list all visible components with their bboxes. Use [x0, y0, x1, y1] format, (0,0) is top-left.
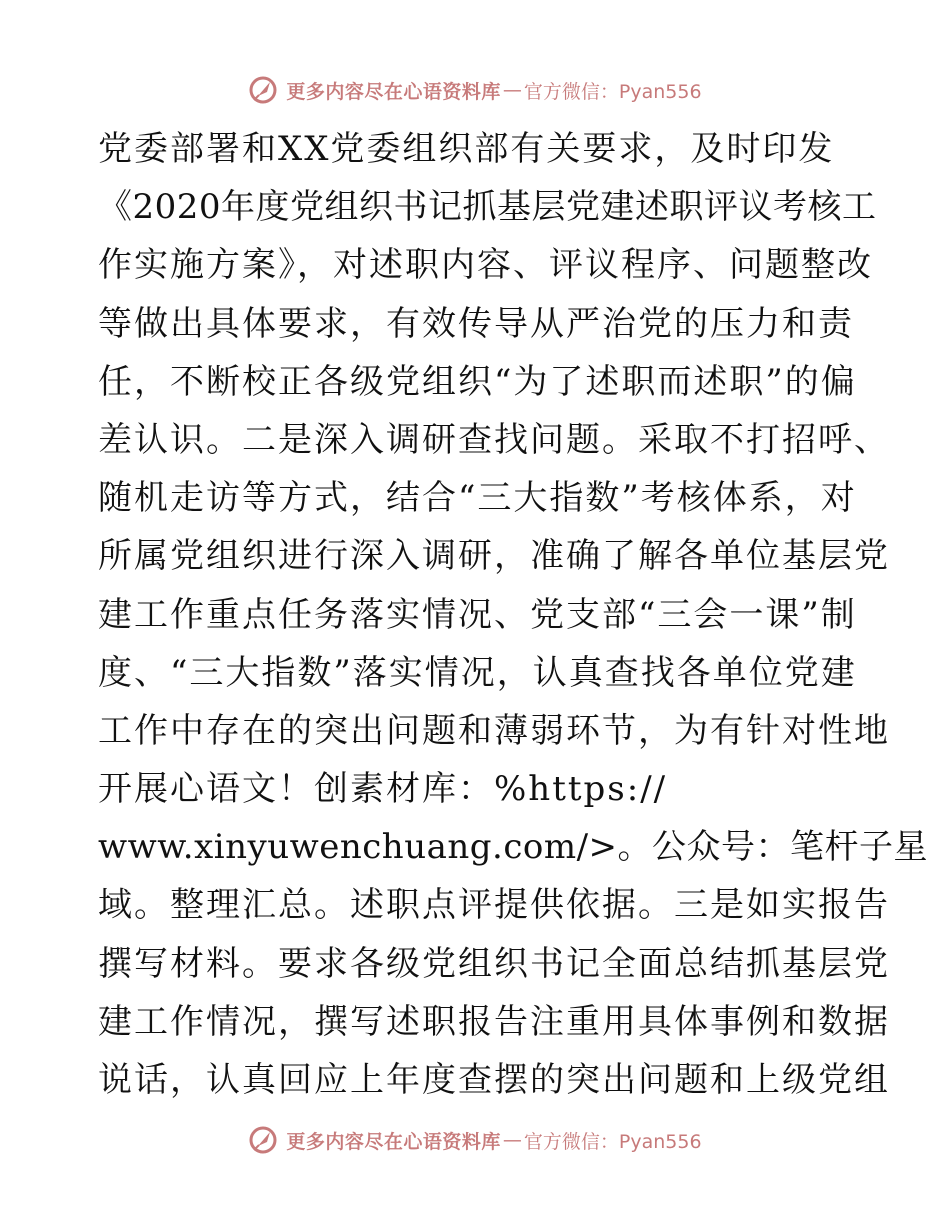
- header-separator: —: [502, 79, 522, 101]
- body-line: 说话，认真回应上年度查摆的突出问题和上级党组: [98, 1060, 890, 1100]
- body-line: 域。整理汇总。述职点评提供依据。三是如实报告: [98, 885, 890, 926]
- body-line: 所属党组织进行深入调研，准确了解各单位基层党: [98, 536, 890, 577]
- body-line: 《2020年度党组织书记抓基层党建述职评议考核工: [98, 187, 877, 228]
- header-wechat-text: 官方微信：Pyan556: [523, 80, 702, 103]
- footer-banner: [0, 1120, 950, 1160]
- footer-wechat-text: 官方微信：Pyan556: [523, 1130, 702, 1153]
- document-body: [98, 120, 929, 1109]
- footer-brand-text: 更多内容尽在心语资料库: [286, 1130, 501, 1153]
- header-banner: [0, 70, 950, 110]
- quill-circle-icon: [248, 1125, 278, 1155]
- body-line: 度、“三大指数”落实情况，认真查找各单位党建: [98, 652, 857, 693]
- quill-circle-icon: [248, 75, 278, 105]
- body-line: 工作中存在的突出问题和薄弱环节，为有针对性地: [98, 710, 890, 751]
- body-line: 建工作重点任务落实情况、党支部“三会一课”制: [98, 594, 857, 635]
- body-line: 建工作情况，撰写述职报告注重用具体事例和数据: [98, 1001, 890, 1042]
- body-line: 任，不断校正各级党组织“为了述职而述职”的偏: [98, 361, 857, 402]
- body-line: 差认识。二是深入调研查找问题。采取不打招呼、: [98, 419, 890, 460]
- body-line: 等做出具体要求，有效传导从严治党的压力和责: [98, 303, 854, 344]
- body-line: 党委部署和XX党委组织部有关要求，及时印发: [98, 129, 835, 169]
- body-line: 随机走访等方式，结合“三大指数”考核体系，对: [98, 478, 857, 519]
- body-line: 开展心语文！创素材库：%https://: [98, 769, 668, 810]
- body-line: www.xinyuwenchuang.com/>。公众号：笔杆子星: [98, 827, 929, 868]
- footer-separator: —: [502, 1129, 522, 1151]
- body-line: 作实施方案》，对述职内容、评议程序、问题整改: [98, 245, 873, 286]
- header-brand-text: 更多内容尽在心语资料库: [286, 80, 501, 103]
- body-line: 撰写材料。要求各级党组织书记全面总结抓基层党: [98, 943, 890, 984]
